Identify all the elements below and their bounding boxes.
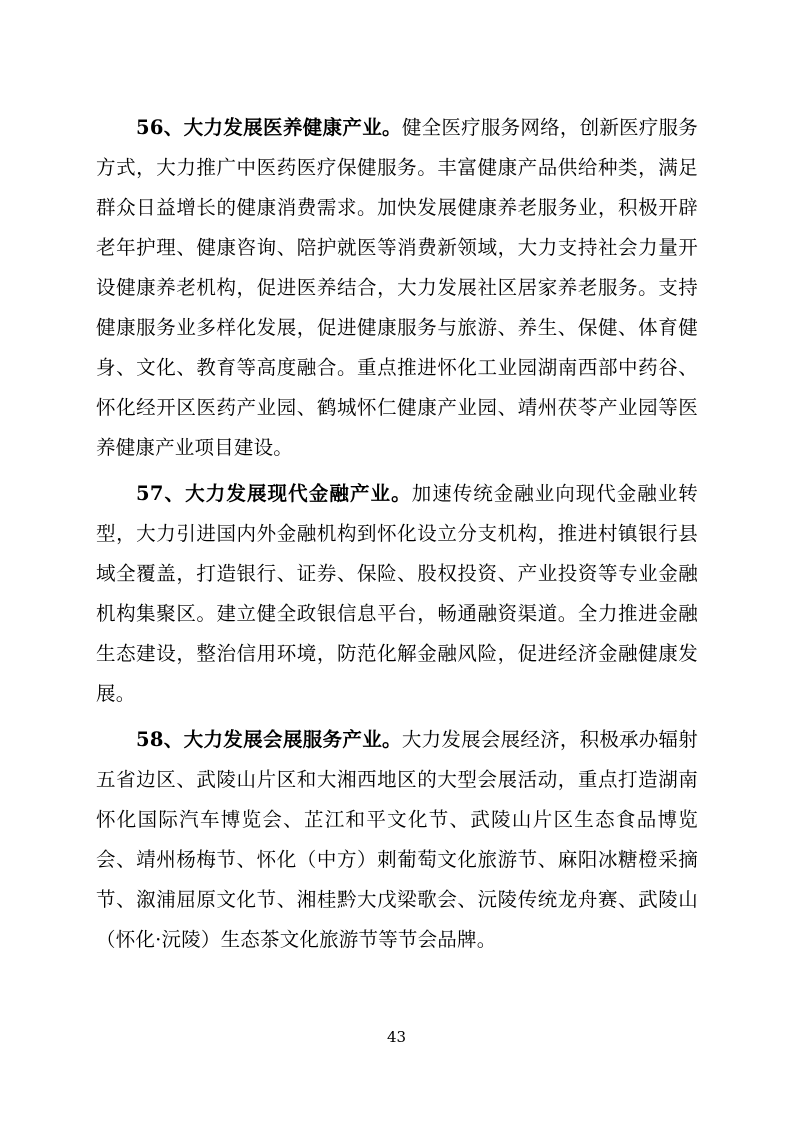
paragraph-57 <box>96 474 698 714</box>
page-content <box>96 108 698 962</box>
page-number: 43 <box>386 1028 407 1046</box>
paragraph-58-body: 大力发展会展经济，积极承办辐射五省边区、武陵山片区和大湘西地区的大型会展活动，重点打造湖南怀化国际汽车博览会、芷江和平文化节、武陵山片区生态食品博览会、靖州杨梅节、怀化（中方）刺葡萄文化旅游节、麻阳冰糖橙采摘节、溆浦屈原文化节、湘桂黔大戊梁歌会、沅陵传统龙舟赛、武陵山（怀化·沅陵）生态茶文化旅游节等节会品牌。 <box>96 728 698 951</box>
paragraph-56-heading: 56、大力发展医养健康产业。 <box>136 116 402 139</box>
paragraph-58 <box>96 720 698 960</box>
paragraph-57-heading: 57、大力发展现代金融产业。 <box>136 482 412 505</box>
paragraph-56-body: 健全医疗服务网络，创新医疗服务方式，大力推广中医药医疗保健服务。丰富健康产品供给种类，满足群众日益增长的健康消费需求。加快发展健康养老服务业，积极开辟老年护理、健康咨询、陪护就医等消费新领域，大力支持社会力量开设健康养老机构，促进医养结合，大力发展社区居家养老服务。支持健康服务业多样化发展，促进健康服务与旅游、养生、保健、体育健身、文化、教育等高度融合。重点推进怀化工业园湖南西部中药谷、怀化经开区医药产业园、鹤城怀仁健康产业园、靖州茯苓产业园等医养健康产业项目建设。 <box>96 116 698 459</box>
paragraph-56 <box>96 108 698 468</box>
paragraph-58-heading: 58、大力发展会展服务产业。 <box>136 728 402 751</box>
paragraph-57-body: 加速传统金融业向现代金融业转型，大力引进国内外金融机构到怀化设立分支机构，推进村镇银行县域全覆盖，打造银行、证券、保险、股权投资、产业投资等专业金融机构集聚区。建立健全政银信息平台，畅通融资渠道。全力推进金融生态建设，整治信用环境，防范化解金融风险，促进经济金融健康发展。 <box>96 482 698 705</box>
